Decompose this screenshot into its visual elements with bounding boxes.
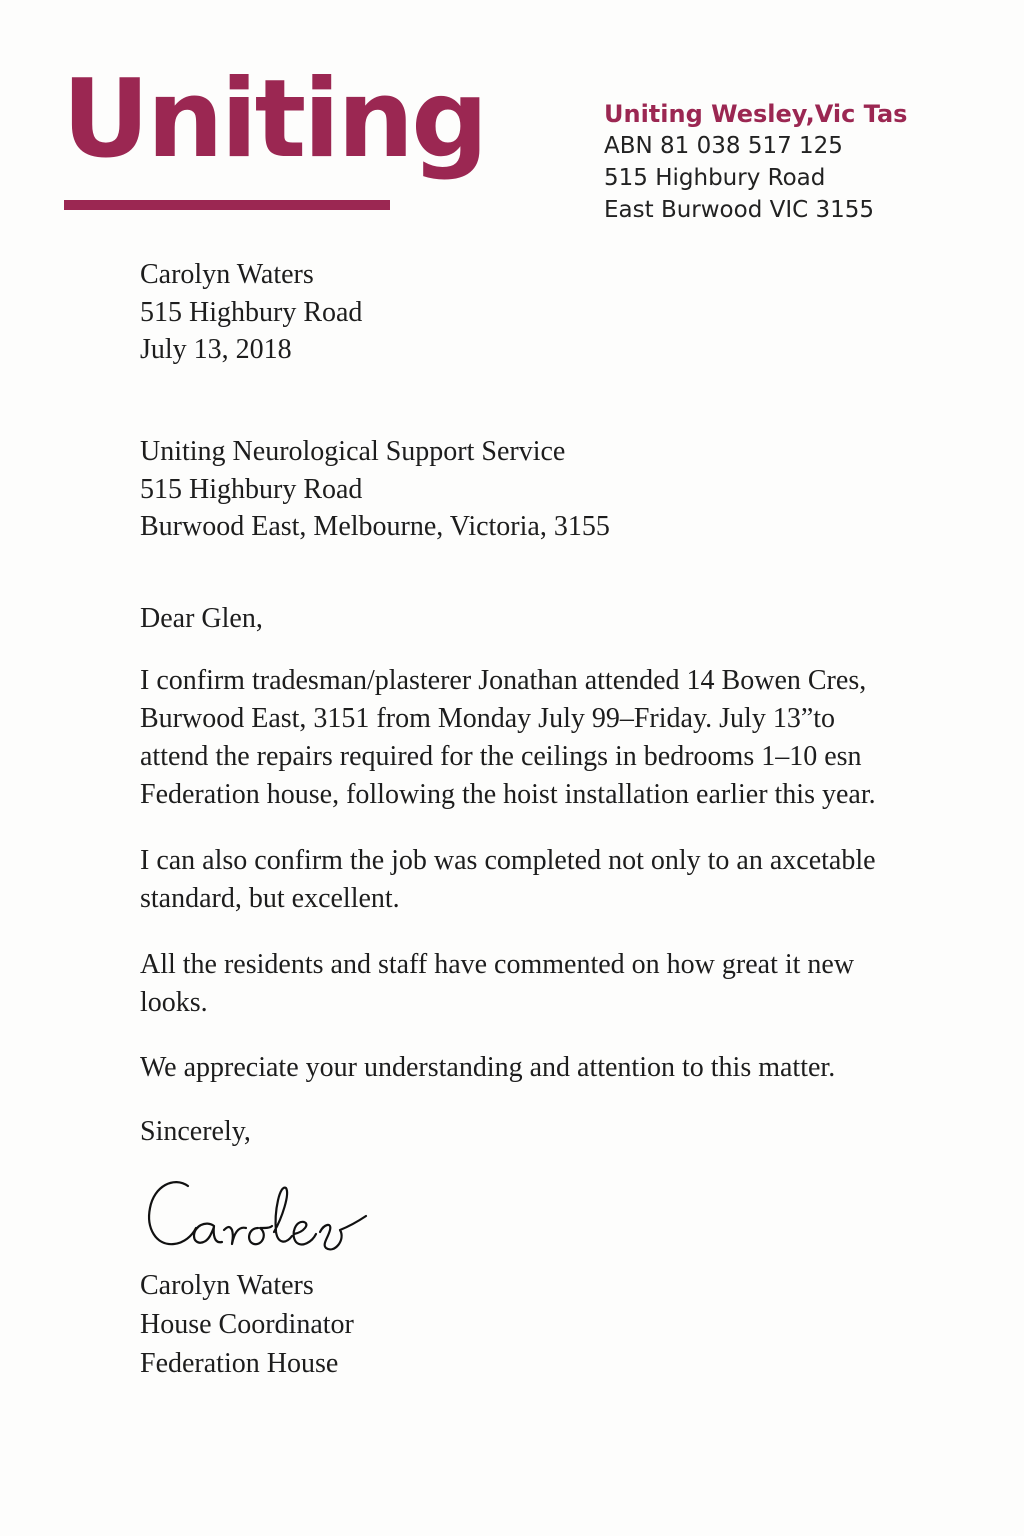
body-paragraph-1 — [140, 662, 970, 814]
signatory-house: Federation House — [140, 1348, 339, 1379]
body-paragraph-3 — [140, 946, 970, 1022]
closing — [140, 1113, 970, 1151]
body-paragraph-2 — [140, 842, 970, 918]
sender-street: 515 Highbury Road — [140, 296, 363, 328]
salutation — [140, 600, 970, 638]
recipient-name: Uniting Neurological Support Service — [140, 436, 566, 467]
paragraph-line: attend the repairs required for the ceilings in bedrooms 1–10 esn — [140, 741, 862, 772]
logo-wordmark: Uniting — [62, 57, 486, 182]
closing-text: Sincerely, — [140, 1116, 251, 1147]
paragraph-line: I confirm tradesman/plasterer Jonathan attended 14 Bowen Cres, — [140, 665, 867, 696]
signatory-name: Carolyn Waters — [140, 1270, 314, 1301]
paragraph-line: All the residents and staff have commented on how great it new — [140, 949, 855, 980]
recipient-locality: Burwood East, Melbourne, Victoria, 3155 — [140, 511, 610, 542]
body-paragraph-4 — [140, 1049, 970, 1087]
recipient-block — [140, 433, 610, 546]
paragraph-line: Federation house, following the hoist installation earlier this year. — [140, 779, 876, 810]
sender-block — [140, 256, 362, 369]
signatory-block — [140, 1266, 354, 1383]
organization-details — [604, 98, 907, 226]
organization-name: Uniting Wesley,Vic Tas — [604, 100, 908, 128]
organization-street: 515 Highbury Road — [604, 165, 826, 191]
paragraph-line: Burwood East, 3151 from Monday July 99–Friday. July 13”to — [140, 703, 836, 734]
logo-underline — [64, 200, 390, 210]
signatory-title: House Coordinator — [140, 1309, 354, 1340]
paragraph-line: looks. — [140, 987, 208, 1018]
letter-date: July 13, 2018 — [140, 334, 292, 365]
paragraph-line: We appreciate your understanding and attention to this matter. — [140, 1052, 836, 1083]
sender-name: Carolyn Waters — [140, 259, 314, 290]
recipient-street: 515 Highbury Road — [140, 473, 363, 505]
organization-abn: ABN 81 038 517 125 — [604, 133, 843, 159]
handwritten-signature — [140, 1170, 400, 1265]
paragraph-line: standard, but excellent. — [140, 883, 400, 914]
uniting-logo — [62, 57, 486, 216]
paragraph-line: I can also confirm the job was completed not only to an axcetable — [140, 845, 876, 876]
salutation-text: Dear Glen, — [140, 603, 263, 634]
organization-locality: East Burwood VIC 3155 — [604, 197, 875, 223]
